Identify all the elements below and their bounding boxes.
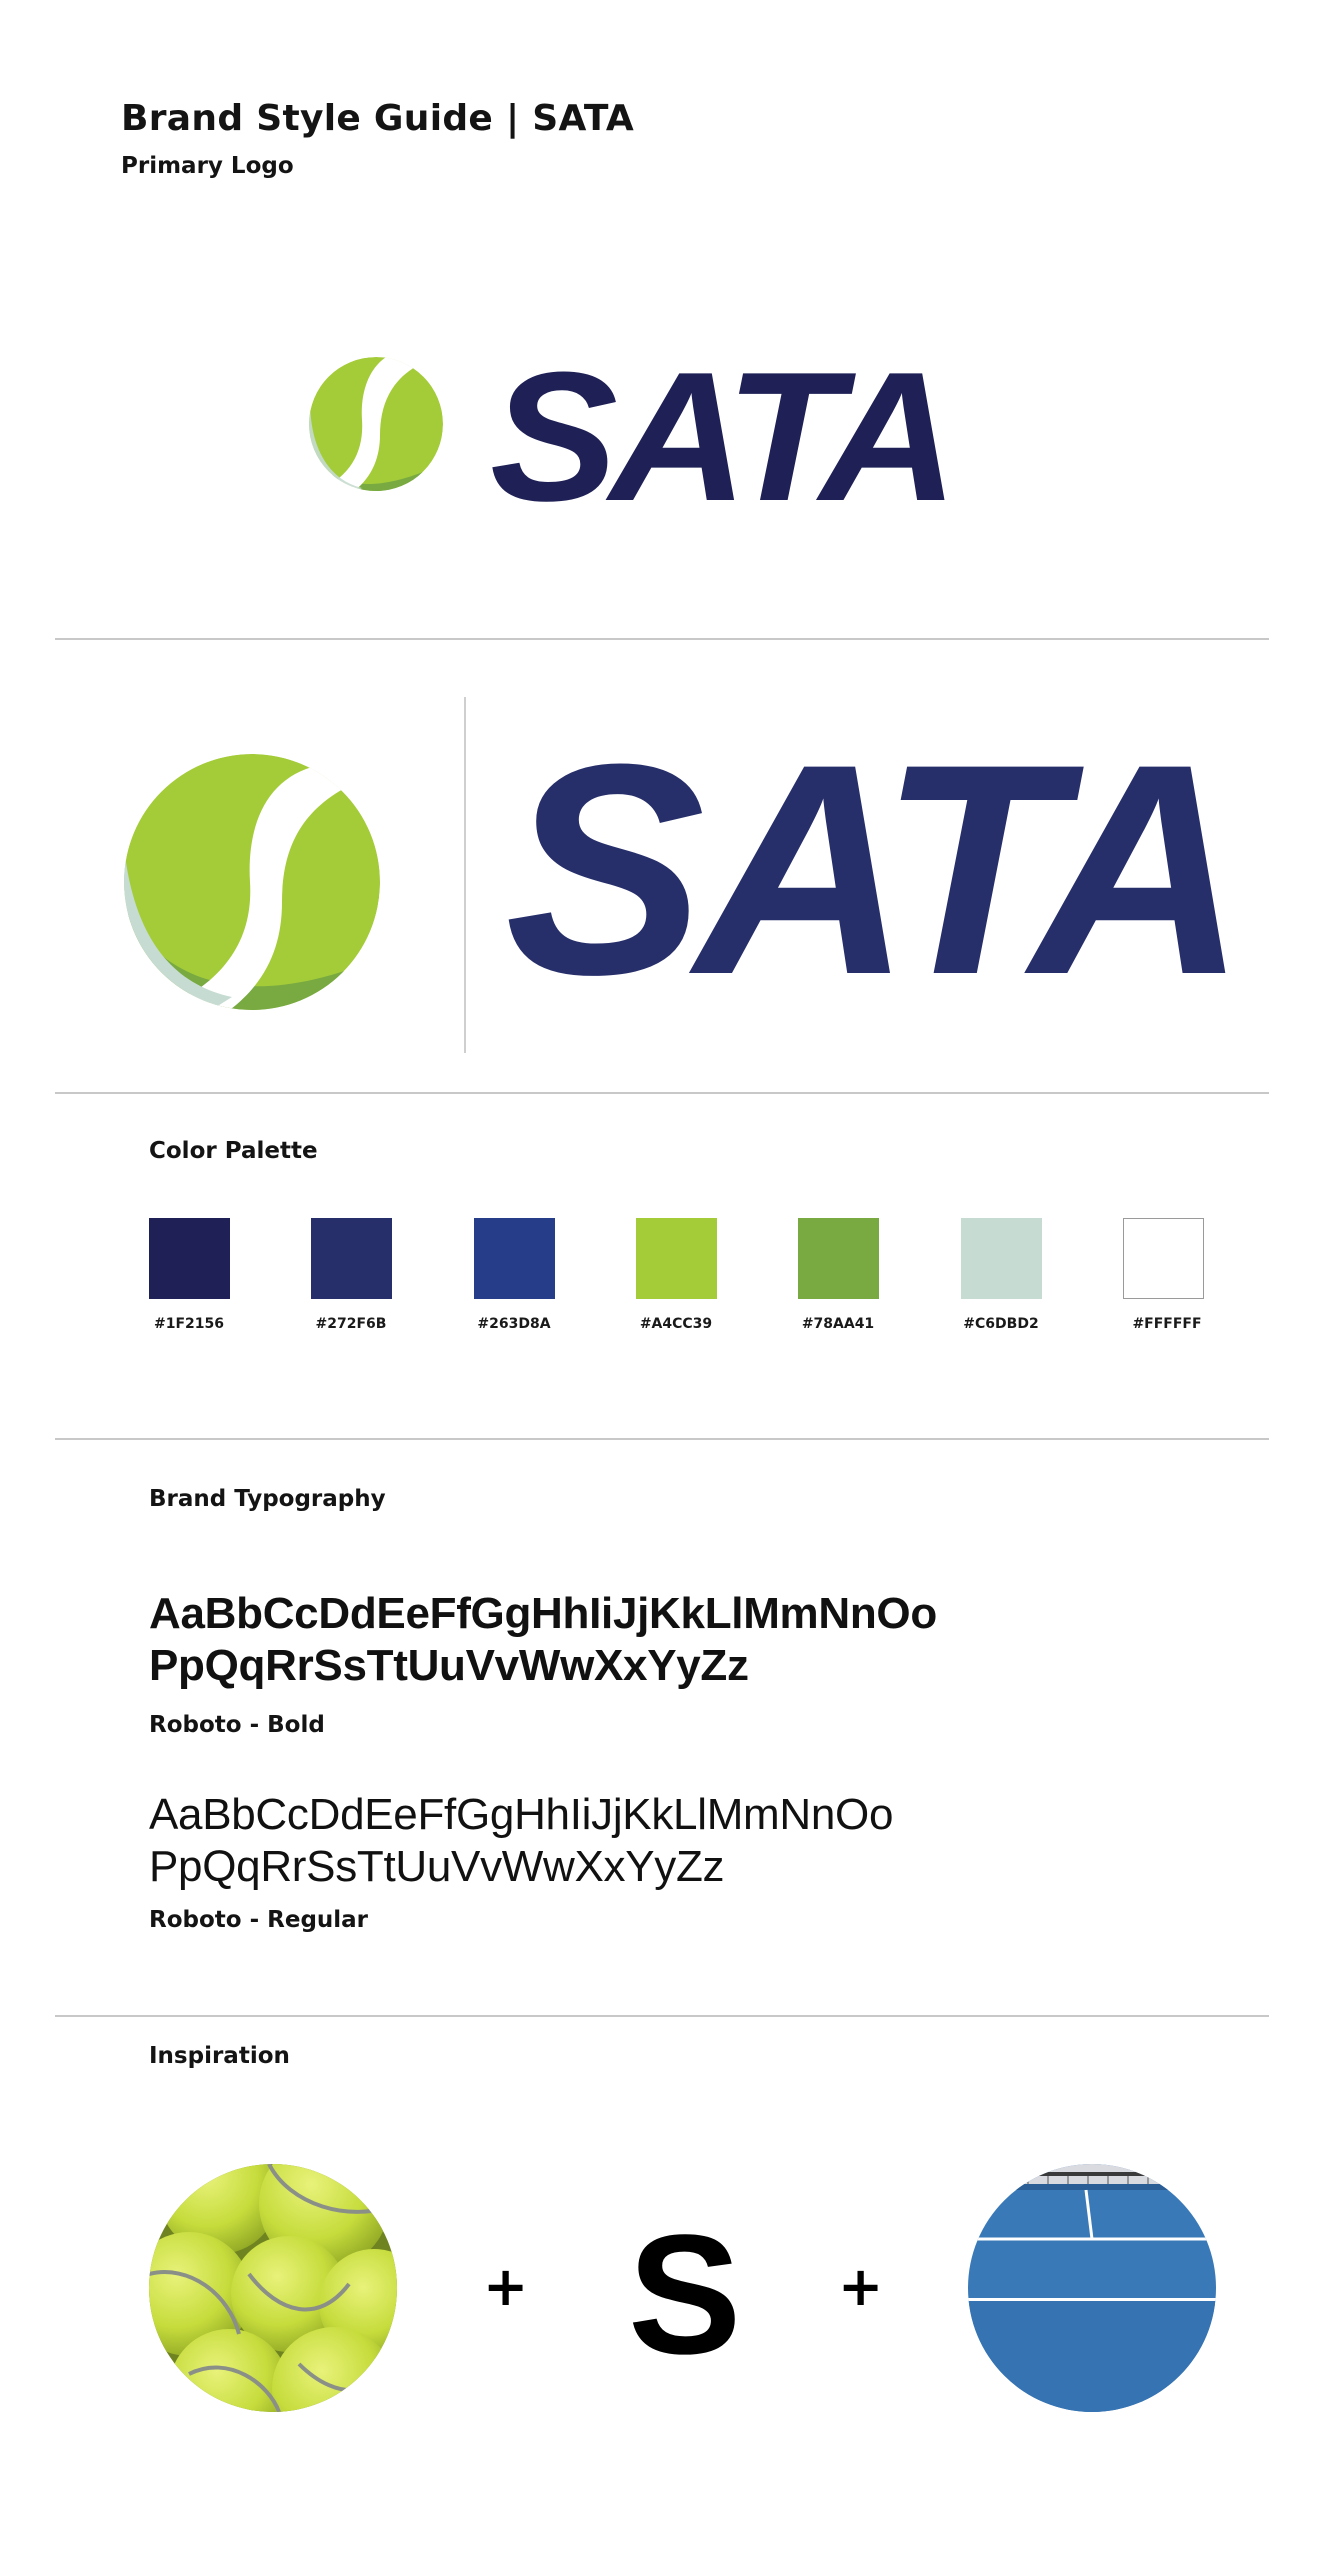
primary-logo-small	[300, 333, 960, 539]
type-sample-regular-line1: AaBbCcDdEeFfGgHhIiJjKkLlMmNnOo	[149, 1790, 894, 1839]
plus-sign-1: +	[483, 2255, 529, 2318]
inspiration-letter: S	[628, 2200, 742, 2390]
swatch-272f6b	[311, 1218, 392, 1299]
tennis-balls-photo	[149, 2164, 397, 2412]
swatch-78aa41	[798, 1218, 879, 1299]
divider-1	[55, 638, 1269, 640]
swatch-code-6: #C6DBD2	[963, 1316, 1039, 1332]
divider-3	[55, 1438, 1269, 1440]
page-title: Brand Style Guide | SATA	[121, 98, 635, 139]
type-sample-regular-line2: PpQqRrSsTtUuVvWwXxYyZz	[149, 1842, 725, 1891]
typography-title: Brand Typography	[149, 1486, 386, 1512]
divider-2	[55, 1092, 1269, 1094]
type-label-regular: Roboto - Regular	[149, 1907, 369, 1933]
divider-4	[55, 2015, 1269, 2017]
swatch-code-1: #1F2156	[154, 1316, 224, 1332]
swatch-code-7: #FFFFFF	[1132, 1316, 1202, 1332]
page-subtitle: Primary Logo	[121, 153, 294, 179]
type-sample-bold-line2: PpQqRrSsTtUuVvWwXxYyZz	[149, 1641, 749, 1690]
tennis-court-photo	[968, 2164, 1216, 2412]
plus-sign-2: +	[838, 2255, 884, 2318]
tennis-ball-large-icon	[122, 754, 392, 1022]
logo-vertical-divider	[464, 697, 466, 1053]
swatch-code-4: #A4CC39	[639, 1316, 713, 1332]
type-sample-bold-line1: AaBbCcDdEeFfGgHhIiJjKkLlMmNnOo	[149, 1589, 937, 1638]
swatch-a4cc39	[636, 1218, 717, 1299]
tennis-ball-icon	[300, 350, 450, 500]
ball-mark-large	[122, 752, 382, 1012]
inspiration-title: Inspiration	[149, 2043, 290, 2069]
palette-title: Color Palette	[149, 1138, 318, 1164]
swatch-code-3: #263D8A	[477, 1316, 551, 1332]
logo-wordmark-small: SATA	[490, 333, 950, 539]
swatch-code-5: #78AA41	[801, 1316, 875, 1332]
swatch-code-2: #272F6B	[315, 1316, 387, 1332]
swatch-ffffff	[1123, 1218, 1204, 1299]
swatch-263d8a	[474, 1218, 555, 1299]
wordmark-large	[505, 701, 1245, 1037]
swatch-c6dbd2	[961, 1218, 1042, 1299]
swatch-1f2156	[149, 1218, 230, 1299]
type-label-bold: Roboto - Bold	[149, 1712, 325, 1738]
logo-wordmark-large: SATA	[505, 701, 1237, 1037]
